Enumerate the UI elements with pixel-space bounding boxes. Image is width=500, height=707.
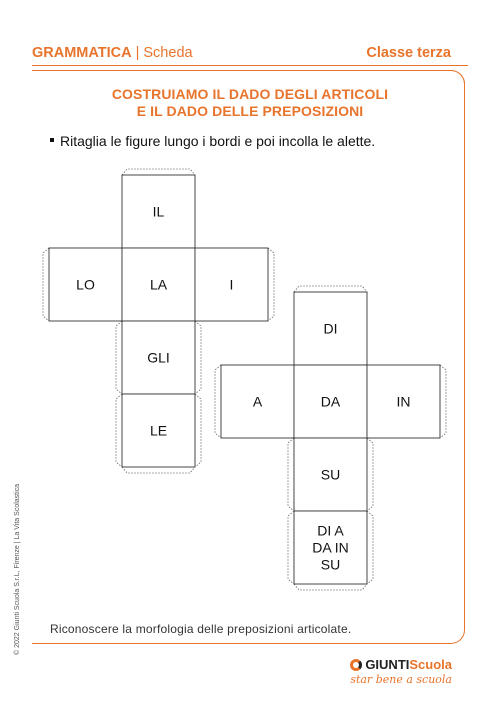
sheet-type-label: Scheda [143,45,193,61]
preps-face-3-label: DA [320,393,341,410]
articles-tab-left [43,248,49,321]
header-separator: | [135,45,140,61]
preps-face-4-label: IN [396,393,411,410]
preps-tab-right [440,365,446,438]
preps-face-6-label: SU [320,556,341,573]
preps-tab-top [294,286,367,292]
preps-tab-row3-left [288,438,294,511]
logo-brand: GIUNTI [365,657,410,672]
instruction-text: Ritaglia le figure lungo i bordi e poi incolla le alette. [60,133,376,149]
preps-face-2-label: A [252,393,263,410]
copyright-credit: © 2022 Giunti Scuola S.r.L, Firenze | La Vita Scolastica [14,483,21,655]
learning-objective [50,622,351,636]
preps-tab-left [215,365,221,438]
preps-face-1-label: DI [323,320,338,337]
title-line-1: COSTRUIAMO IL DADO DEGLI ARTICOLI [111,86,389,102]
articles-tab-row4-left [116,394,122,467]
preps-face-6-label: DA IN [312,539,349,556]
articles-face-1-label: IL [152,203,165,220]
publisher-logo [350,657,452,686]
articles-face-4-label: I [229,276,234,293]
giunti-logo-icon [350,659,362,671]
grade-label: Classe terza [366,45,451,61]
prepositions-die-net [215,286,446,590]
articles-tab-row4-right [195,394,201,467]
articles-tab-top [122,169,195,175]
subject-label: GRAMMATICA [32,45,132,61]
articles-tab-row3-right [195,321,201,394]
articles-tab-bottom [122,467,195,473]
preps-tab-bottom [294,584,367,590]
logo-tagline: star bene a scuola [350,673,452,686]
preps-tab-row4-right [367,511,373,584]
preps-face-5-label: SU [320,466,341,483]
articles-face-3-label: LA [149,276,168,293]
preps-tab-row3-right [367,438,373,511]
objective-text: Riconoscere la morfologia delle preposizioni articolate. [50,622,352,636]
articles-face-5-label: GLI [147,349,170,366]
articles-tab-row3-left [116,321,122,394]
articles-tab-right [268,248,274,321]
preps-face-6-label: DI A [317,522,344,539]
preps-tab-row4-left [288,511,294,584]
logo-wordmark [350,657,452,672]
logo-brand-suffix: Scuola [409,657,452,672]
articles-face-6-label: LE [149,422,168,439]
articles-face-2-label: LO [76,276,95,293]
title-line-2: E IL DADO DELLE PREPOSIZIONI [136,103,364,119]
